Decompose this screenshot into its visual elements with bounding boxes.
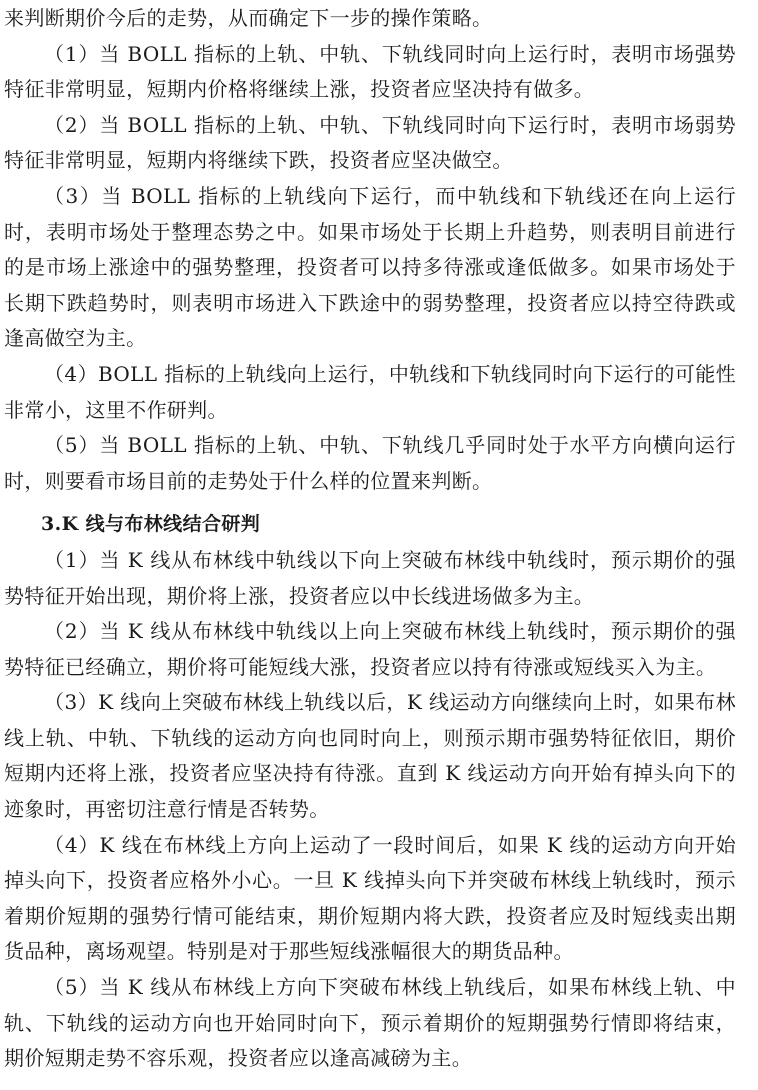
kline-rule-1: （1）当 K 线从布林线中轨线以下向上突破布林线中轨线时，预示期价的强势特征开始出现，期价将上涨，投资者应以中长线进场做多为主。 <box>4 547 736 608</box>
kline-rule-2: （2）当 K 线从布林线中轨线以上向上突破布林线上轨线时，预示期价的强势特征已经确立，期价将可能短线大涨，投资者应以持有待涨或短线买入为主。 <box>4 619 736 679</box>
boll-rule-3: （3）当 BOLL 指标的上轨线向下运行，而中轨线和下轨线还在向上运行时，表明市场处于整理态势之中。如果市场处于长期上升趋势，则表明目前进行的是市场上涨途中的强势整理，投资者可以持多待涨或逢低做多。如果市场处于长期下跌趋势时，则表明市场进入下跌途中的弱势整理，投资者应以持空待跌或逢高做空为主。 <box>4 183 736 351</box>
boll-rule-5: （5）当 BOLL 指标的上轨、中轨、下轨线几乎同时处于水平方向横向运行时，则要看市场目前的走势处于什么样的位置来判断。 <box>4 433 736 493</box>
boll-rule-4: （4）BOLL 指标的上轨线向上运行，中轨线和下轨线同时向下运行的可能性非常小，这里不作研判。 <box>4 361 736 422</box>
kline-rule-5: （5）当 K 线从布林线上方向下突破布林线上轨线后，如果布林线上轨、中轨、下轨线的运动方向也开始同时向下，预示着期价的短期强势行情即将结束，期价短期走势不容乐观，投资者应以逢高减磅为主。 <box>4 975 736 1071</box>
boll-rule-1: （1）当 BOLL 指标的上轨、中轨、下轨线同时向上运行时，表明市场强势特征非常明显，短期内价格将继续上涨，投资者应坚决持有做多。 <box>4 41 736 102</box>
boll-rule-2: （2）当 BOLL 指标的上轨、中轨、下轨线同时向下运行时，表明市场弱势特征非常明显，短期内将继续下跌，投资者应坚决做空。 <box>4 112 736 173</box>
kline-rule-4: （4）K 线在布林线上方向上运动了一段时间后，如果 K 线的运动方向开始掉头向下，投资者应格外小心。一旦 K 线掉头向下并突破布林线上轨线时，预示着期价短期的强势行情可能结束，期价短期内将大跌，投资者应及时短线卖出期货品种，离场观望。特别是对于那些短线涨幅很大的期货品种。 <box>4 832 736 964</box>
section-heading: 3.K 线与布林线结合研判 <box>41 513 261 536</box>
kline-rule-3: （3）K 线向上突破布林线上轨线以后，K 线运动方向继续向上时，如果布林线上轨、中轨、下轨线的运动方向也同时向上，则预示期市强势特征依旧，期价短期内还将上涨，投资者应坚决持有待涨。直到 K 线运动方向开始有掉头向下的迹象时，再密切注意行情是否转势。 <box>4 690 736 822</box>
continuation-paragraph: 来判断期价今后的走势，从而确定下一步的操作策略。 <box>4 6 493 30</box>
